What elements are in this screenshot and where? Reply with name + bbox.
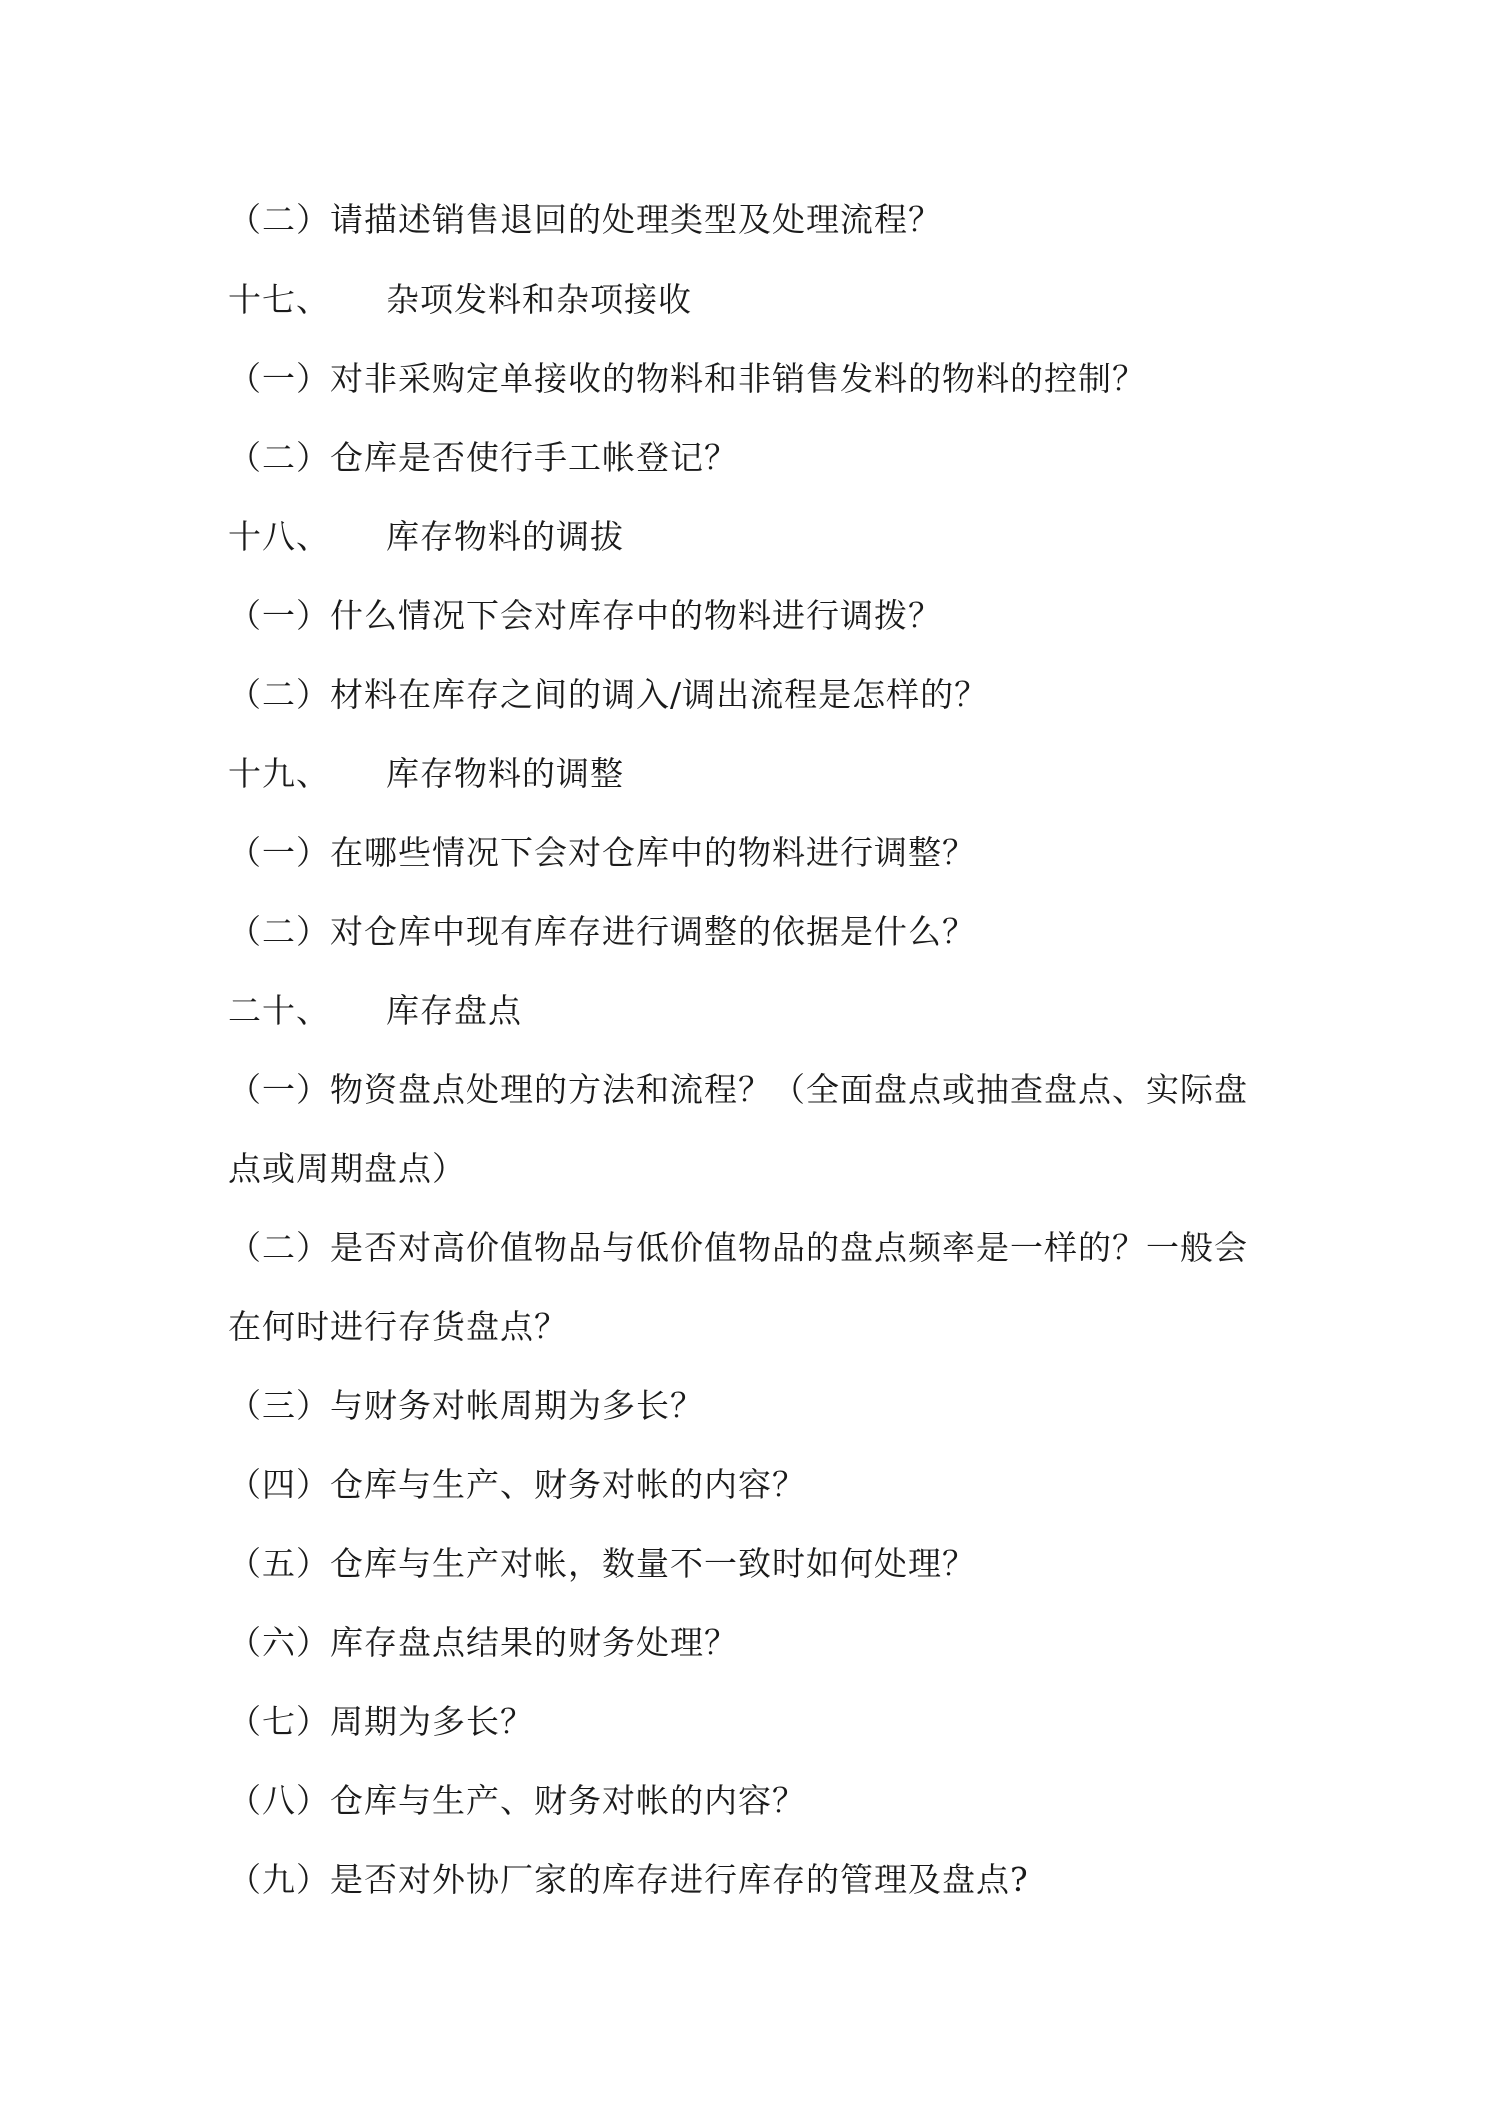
section-heading <box>228 280 1288 320</box>
section-title: 库存盘点 <box>386 991 522 1030</box>
question-line: （九）是否对外协厂家的库存进行库存的管理及盘点? <box>228 1860 1029 1899</box>
question-line: （二）对仓库中现有库存进行调整的依据是什么？ <box>228 912 976 951</box>
section-number: 十九、 <box>228 754 330 793</box>
section-title: 杂项发料和杂项接收 <box>386 280 692 319</box>
question-line: （三）与财务对帐周期为多长？ <box>228 1386 704 1425</box>
question-line: （二）请描述销售退回的处理类型及处理流程？ <box>228 200 942 239</box>
section-title: 库存物料的调整 <box>386 754 624 793</box>
question-line: （六）库存盘点结果的财务处理？ <box>228 1623 738 1662</box>
section-number: 十七、 <box>228 280 330 319</box>
section-number: 十八、 <box>228 517 330 556</box>
question-line: （一）物资盘点处理的方法和流程？（全面盘点或抽查盘点、实际盘 <box>228 1070 1248 1109</box>
section-number: 二十、 <box>228 991 330 1030</box>
question-line: （一）在哪些情况下会对仓库中的物料进行调整？ <box>228 833 976 872</box>
question-line: （四）仓库与生产、财务对帐的内容？ <box>228 1465 806 1504</box>
question-line-continued: 在何时进行存货盘点？ <box>228 1307 568 1346</box>
question-line: （八）仓库与生产、财务对帐的内容？ <box>228 1781 806 1820</box>
section-heading <box>228 517 1288 557</box>
question-line: （七）周期为多长？ <box>228 1702 534 1741</box>
question-line: （二）材料在库存之间的调入/调出流程是怎样的？ <box>228 675 989 714</box>
section-title: 库存物料的调拔 <box>386 517 624 556</box>
question-line: （二）是否对高价值物品与低价值物品的盘点频率是一样的？一般会 <box>228 1228 1248 1267</box>
section-heading <box>228 754 1288 794</box>
section-heading <box>228 991 1288 1031</box>
question-line: （一）什么情况下会对库存中的物料进行调拨？ <box>228 596 942 635</box>
question-line: （五）仓库与生产对帐，数量不一致时如何处理？ <box>228 1544 976 1583</box>
question-line: （一）对非采购定单接收的物料和非销售发料的物料的控制？ <box>228 359 1146 398</box>
question-line: （二）仓库是否使行手工帐登记？ <box>228 438 738 477</box>
question-line-continued: 点或周期盘点） <box>228 1149 466 1188</box>
